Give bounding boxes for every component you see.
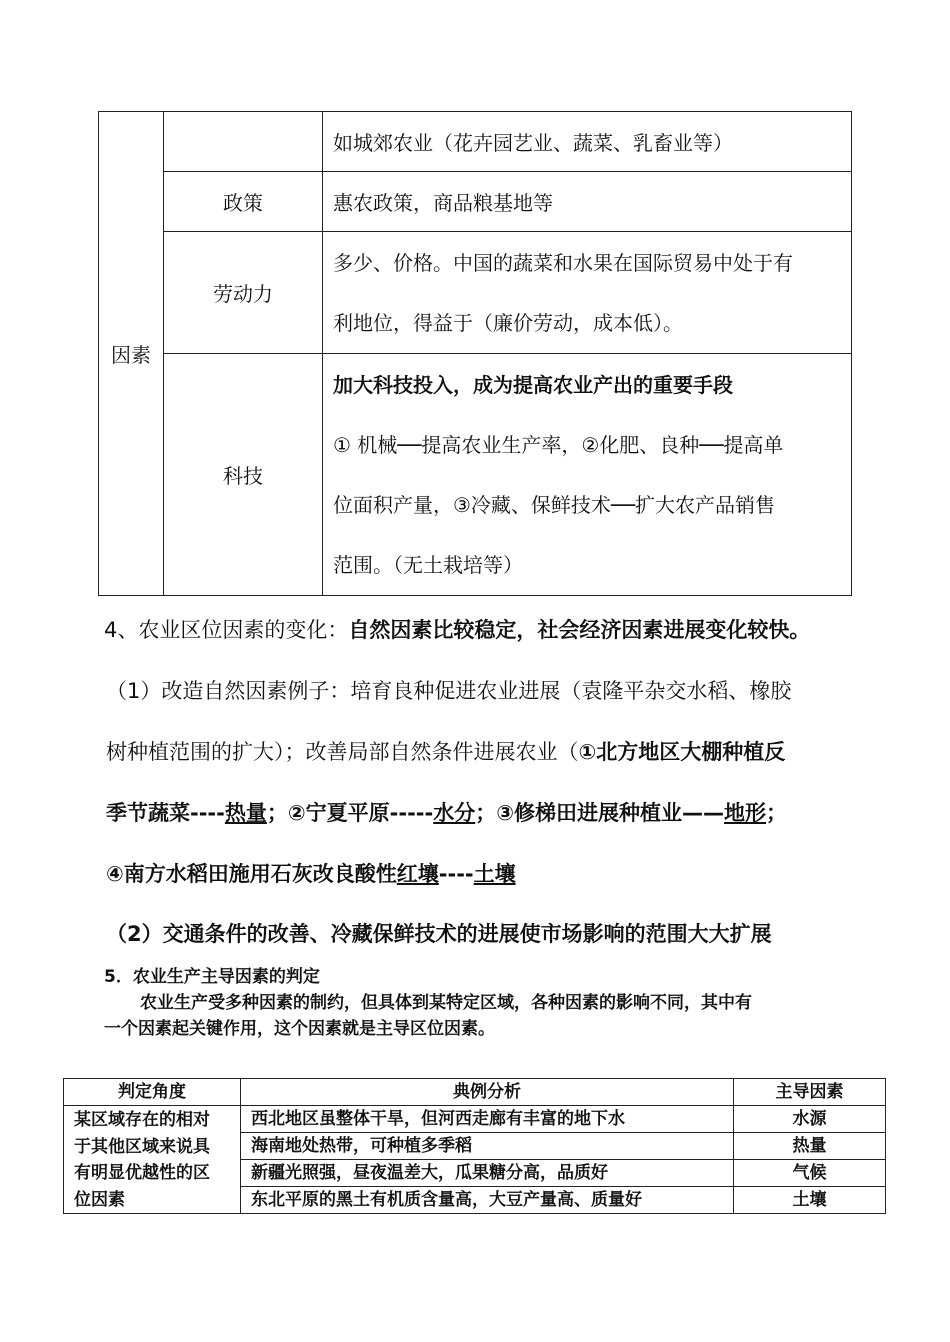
answer-red-soil: 红壤	[396, 862, 439, 886]
answer-terrain: 地形	[724, 801, 767, 825]
factor-name-cell	[164, 112, 323, 172]
angle-line: 某区域存在的相对	[74, 1110, 210, 1130]
factor-table	[98, 111, 852, 596]
section4-p1-line2	[106, 736, 785, 766]
judge-header-example: 典例分析	[241, 1079, 734, 1106]
factor-desc-cell	[323, 172, 852, 232]
answer-soil: 土壤	[473, 862, 516, 886]
angle-line: 有明显优越性的区	[74, 1163, 210, 1183]
factor-desc-line: 利地位，得益于（廉价劳动，成本低）。	[333, 310, 683, 335]
text-seg: ；	[766, 801, 788, 825]
text-seg: ----	[438, 862, 474, 886]
factor-desc-line: 位面积产量，③冷藏、保鲜技术──扩大农产品销售	[333, 492, 776, 517]
judge-factor: 气候	[734, 1160, 886, 1187]
section4-p2: （2）交通条件的改善、冷藏保鲜技术的进展使市场影响的范围大大扩展	[106, 922, 772, 946]
factor-desc-line: 如城郊农业（花卉园艺业、蔬菜、乳畜业等）	[333, 131, 733, 155]
judge-example: 新疆光照强，昼夜温差大，瓜果糖分高，品质好	[241, 1160, 734, 1187]
section4-p1-line4	[106, 858, 516, 888]
section4-lead-text: 4、农业区位因素的变化：	[104, 618, 349, 642]
text-seg: 季节蔬菜----	[106, 801, 225, 825]
text-seg: ；②宁夏平原-----	[266, 801, 434, 825]
factor-desc-line: ① 机械──提高农业生产率，②化肥、良种──提高单	[333, 432, 784, 457]
answer-heat: 热量	[224, 801, 267, 825]
judge-header-factor: 主导因素	[734, 1079, 886, 1106]
text-seg: ④南方水稻田施用石灰改良酸性	[106, 862, 397, 886]
judge-factor: 水源	[734, 1106, 886, 1133]
factor-desc-cell	[323, 354, 852, 596]
judge-header-angle: 判定角度	[64, 1079, 241, 1106]
tech-heading: 加大科技投入，成为提高农业产出的重要手段	[333, 372, 733, 397]
factor-desc-line: 惠农政策，商品粮基地等	[333, 191, 553, 215]
factor-outer-label: 因素	[99, 112, 164, 596]
judge-table	[63, 1078, 886, 1214]
factor-desc-cell	[323, 112, 852, 172]
angle-line: 于其他区域来说具	[74, 1136, 210, 1157]
judge-example: 西北地区虽整体干旱，但河西走廊有丰富的地下水	[241, 1106, 734, 1133]
section5-para-line1: 农业生产受多种因素的制约，但具体到某特定区域，各种因素的影响不同，其中有	[140, 993, 752, 1013]
angle-line: 位因素	[74, 1189, 125, 1210]
section5-para-line2: 一个因素起关键作用，这个因素就是主导区位因素。	[104, 1019, 495, 1039]
factor-name-policy: 政策	[164, 172, 323, 232]
judge-example: 东北平原的黑土有机质含量高，大豆产量高、质量好	[241, 1187, 734, 1214]
factor-desc-cell	[323, 232, 852, 354]
section5-title: 5．农业生产主导因素的判定	[104, 967, 320, 987]
text-seg: ；③修梯田进展种植业——	[475, 801, 725, 825]
section4-p1-line2-bold: ①北方地区大棚种植反	[578, 740, 786, 764]
factor-desc-line: 范围。（无土栽培等）	[333, 552, 523, 577]
judge-angle-cell	[64, 1106, 241, 1214]
section4-p1-line2-plain: 树种植范围的扩大）；改善局部自然条件进展农业（	[106, 740, 579, 764]
factor-desc-line: 多少、价格。中国的蔬菜和水果在国际贸易中处于有	[333, 250, 793, 275]
section4-p1-line3	[106, 797, 787, 827]
judge-factor: 土壤	[734, 1187, 886, 1214]
answer-water: 水分	[433, 801, 476, 825]
factor-name-tech: 科技	[164, 354, 323, 596]
judge-factor: 热量	[734, 1133, 886, 1160]
section4-p1-line1: （1）改造自然因素例子：培育良种促进农业进展（袁隆平杂交水稻、橡胶	[106, 679, 792, 703]
judge-example: 海南地处热带，可种植多季稻	[241, 1133, 734, 1160]
section4-lead-bold: 自然因素比较稳定，社会经济因素进展变化较快。	[348, 618, 811, 642]
factor-name-labor: 劳动力	[164, 232, 323, 354]
section4-lead	[104, 614, 810, 644]
